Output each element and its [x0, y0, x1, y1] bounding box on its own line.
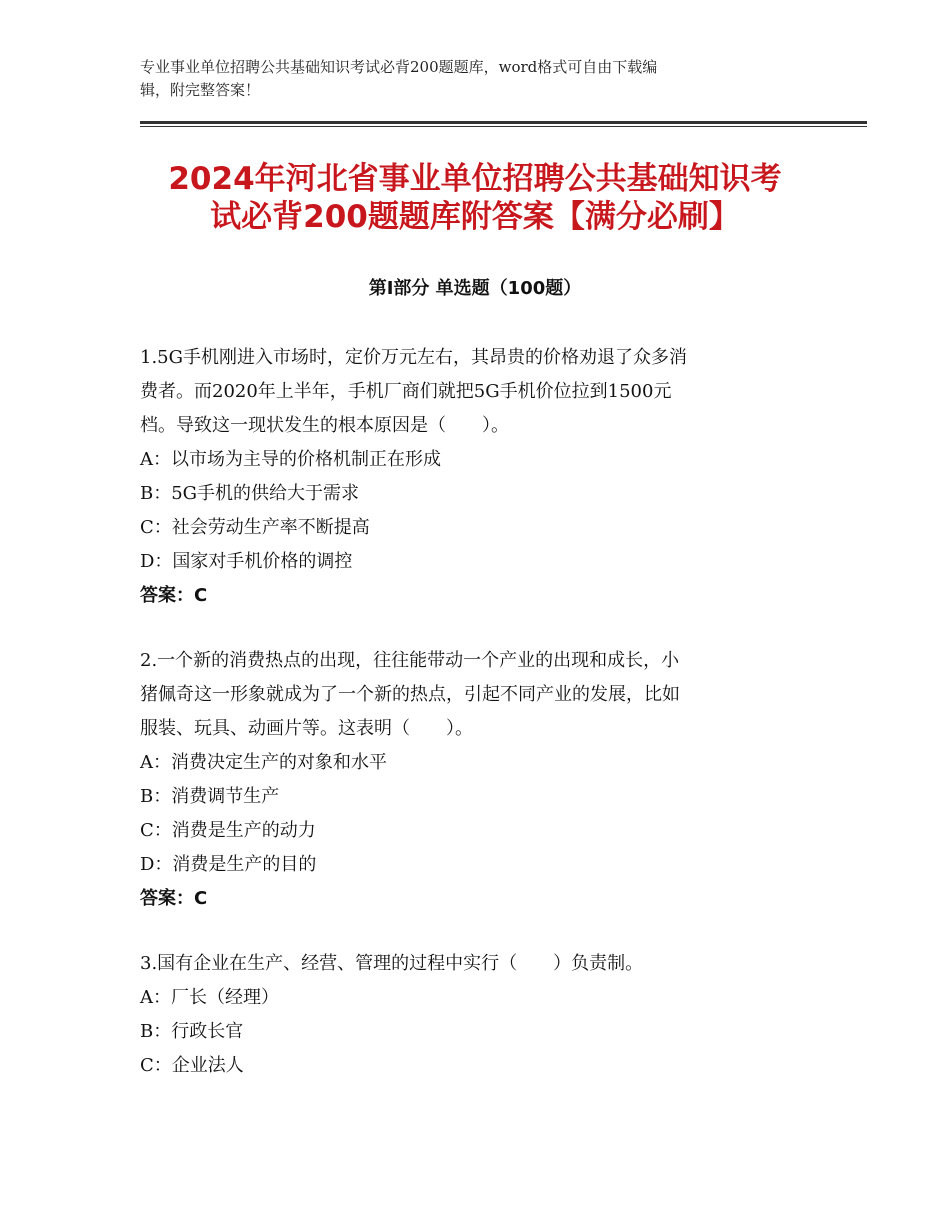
question-stem-line: 服装、玩具、动画片等。这表明（ ）。 — [140, 718, 473, 739]
document-title-line-2: 试必背200题题库附答案【满分必刷】 — [210, 199, 740, 235]
option-c: C：消费是生产的动力 — [140, 820, 316, 841]
option-d: D：消费是生产的目的 — [140, 854, 317, 875]
option-b: B：行政长官 — [140, 1021, 244, 1042]
header-note — [140, 56, 820, 102]
header-divider-thick — [140, 121, 867, 124]
header-note-line-1: 专业事业单位招聘公共基础知识考试必背200题题库，word格式可自由下载编 — [140, 58, 658, 76]
header-divider-thin — [140, 126, 867, 127]
question-stem — [140, 644, 810, 746]
option-b: B：消费调节生产 — [140, 786, 280, 807]
question-2 — [140, 644, 810, 916]
question-stem-line: 猪佩奇这一形象就成为了一个新的热点，引起不同产业的发展，比如 — [140, 684, 680, 705]
option-a: A：厂长（经理） — [140, 987, 279, 1008]
option-b: B：5G手机的供给大于需求 — [140, 483, 360, 504]
option-c: C：社会劳动生产率不断提高 — [140, 517, 370, 538]
header-note-line-2: 辑，附完整答案！ — [140, 81, 261, 99]
question-stem-line: 3.国有企业在生产、经营、管理的过程中实行（ ）负责制。 — [140, 953, 644, 974]
document-title-line-1: 2024年河北省事业单位招聘公共基础知识考 — [168, 161, 782, 197]
question-3 — [140, 947, 810, 1083]
option-c: C：企业法人 — [140, 1055, 244, 1076]
question-list — [140, 341, 810, 1114]
question-stem — [140, 341, 810, 443]
question-stem-line: 费者。而2020年上半年，手机厂商们就把5G手机价位拉到1500元 — [140, 381, 672, 402]
option-d: D：国家对手机价格的调控 — [140, 551, 353, 572]
document-title — [120, 160, 830, 236]
question-stem — [140, 947, 810, 981]
question-stem-line: 2.一个新的消费热点的出现，往往能带动一个产业的出现和成长，小 — [140, 650, 680, 671]
section-heading: 第Ⅰ部分 单选题（100题） — [368, 278, 582, 299]
option-a: A：以市场为主导的价格机制正在形成 — [140, 449, 441, 470]
option-a: A：消费决定生产的对象和水平 — [140, 752, 387, 773]
question-stem-line: 档。导致这一现状发生的根本原因是（ ）。 — [140, 415, 509, 436]
question-stem-line: 1.5G手机刚进入市场时，定价万元左右，其昂贵的价格劝退了众多消 — [140, 347, 688, 368]
question-1 — [140, 341, 810, 613]
answer-line: 答案：C — [140, 888, 208, 909]
answer-line: 答案：C — [140, 585, 208, 606]
